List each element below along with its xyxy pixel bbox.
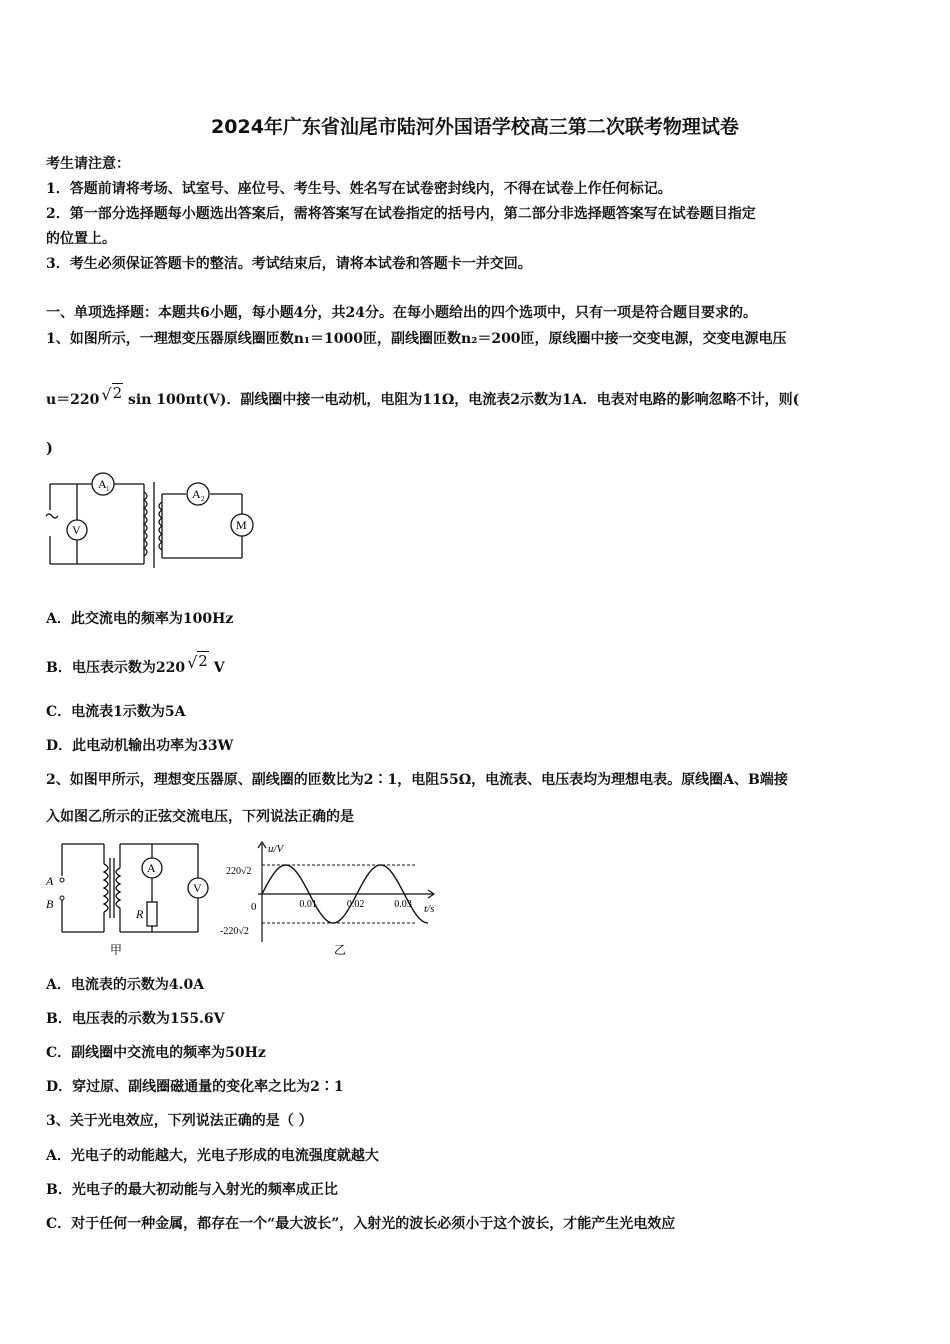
ammeter-2 [187,483,209,505]
svg-text:A: A [98,477,107,491]
svg-text:V: V [193,881,202,895]
q3-stem: 3、关于光电效应，下列说法正确的是（ ） [46,1113,313,1129]
q2-option-d: D．穿过原、副线圈磁通量的变化率之比为2∶1 [46,1079,344,1095]
q1-stem-line2 [46,384,799,409]
voltmeter [67,520,87,540]
caption-jia: 甲 [110,943,123,957]
q2-ammeter [142,858,162,878]
terminal-a: A [46,874,54,888]
q1-voltage-suffix: sin 100πt(V)．副线圈中接一电动机，电阻为11Ω，电流表2示数为1A．电表对电路的影响忽略不计，则( [128,392,800,408]
x-tick-label-2: 0.02 [346,899,365,910]
origin-label: 0 [251,901,257,913]
voltage-waveform-chart [212,836,442,960]
y-tick-min: -220√2 [220,926,249,937]
q3-option-a: A．光电子的动能越大，光电子形成的电流强度就越大 [46,1148,379,1164]
y-axis-label: u/V [268,843,284,855]
q1-circuit-diagram [44,470,264,572]
svg-text:V: V [72,523,81,537]
ammeter-1 [92,473,114,495]
caption-yi: 乙 [334,943,347,957]
q3-option-b: B．光电子的最大初动能与入射光的频率成正比 [46,1182,338,1198]
svg-text:M: M [236,518,247,532]
notice-heading: 考生请注意： [46,156,130,172]
q3-option-c: C．对于任何一种金属，都存在一个“最大波长”，入射光的波长必须小于这个波长，才能产生光电效应 [46,1216,676,1232]
svg-text:A: A [192,487,201,501]
q1-option-b-sqrt: √2 [187,652,208,672]
page-title: 2024年广东省汕尾市陆河外国语学校高三第二次联考物理试卷 [211,116,739,138]
section-heading: 一、单项选择题：本题共6小题，每小题4分，共24分。在每小题给出的四个选项中，只有一项是符合题目要求的。 [46,305,757,321]
q2-voltmeter [188,878,208,898]
q1-option-c: C．电流表1示数为5A [46,704,186,720]
x-tick-label-1: 0.01 [299,899,317,910]
q1-voltage-prefix: u＝220 [46,392,100,408]
q2-option-a: A．电流表的示数为4.0A [46,977,205,993]
x-tick-label-3: 0.03 [394,899,412,910]
notice-item-1: 1．答题前请将考场、试室号、座位号、考生号、姓名写在试卷密封线内，不得在试卷上作任何标记。 [46,181,672,197]
q1-option-d: D．此电动机输出功率为33W [46,738,234,754]
notice-item-2-cont: 的位置上。 [46,231,116,247]
q1-option-b: B．电压表示数为220 √2 V [46,652,225,676]
q2-stem-line1: 2、如图甲所示，理想变压器原、副线圈的匝数比为2∶1，电阻55Ω，电流表、电压表均为理想电表。原线圈A、B端接 [46,772,788,788]
q1-stem-line3: ) [46,440,53,457]
q2-stem-line2: 入如图乙所示的正弦交流电压，下列说法正确的是 [46,809,354,825]
x-axis-label: t/s [424,903,435,915]
q2-option-c: C．副线圈中交流电的频率为50Hz [46,1045,266,1061]
q1-option-a: A．此交流电的频率为100Hz [46,611,234,627]
chart-axes [258,842,434,942]
svg-text:A: A [147,861,156,875]
notice-item-2: 2．第一部分选择题每小题选出答案后，需将答案写在试卷指定的括号内，第二部分非选择题答案写在试卷题目指定 [46,206,756,222]
terminal-b: B [46,897,54,911]
motor [231,514,253,536]
svg-text:2: 2 [201,495,205,503]
svg-text:1: 1 [106,485,110,493]
q2-option-b: B．电压表的示数为155.6V [46,1011,225,1027]
y-tick-max: 220√2 [226,866,252,877]
notice-item-3: 3．考生必须保证答题卡的整洁。考试结束后，请将本试卷和答题卡一并交回。 [46,256,532,272]
resistor-label: R [136,907,144,921]
q1-sqrt: √2 [101,384,123,404]
q2-circuit-diagram [44,838,216,960]
q1-stem-line1: 1、如图所示，一理想变压器原线圈匝数n₁＝1000匝，副线圈匝数n₂＝200匝，原线圈中接一交变电源，交变电源电压 [46,331,787,347]
